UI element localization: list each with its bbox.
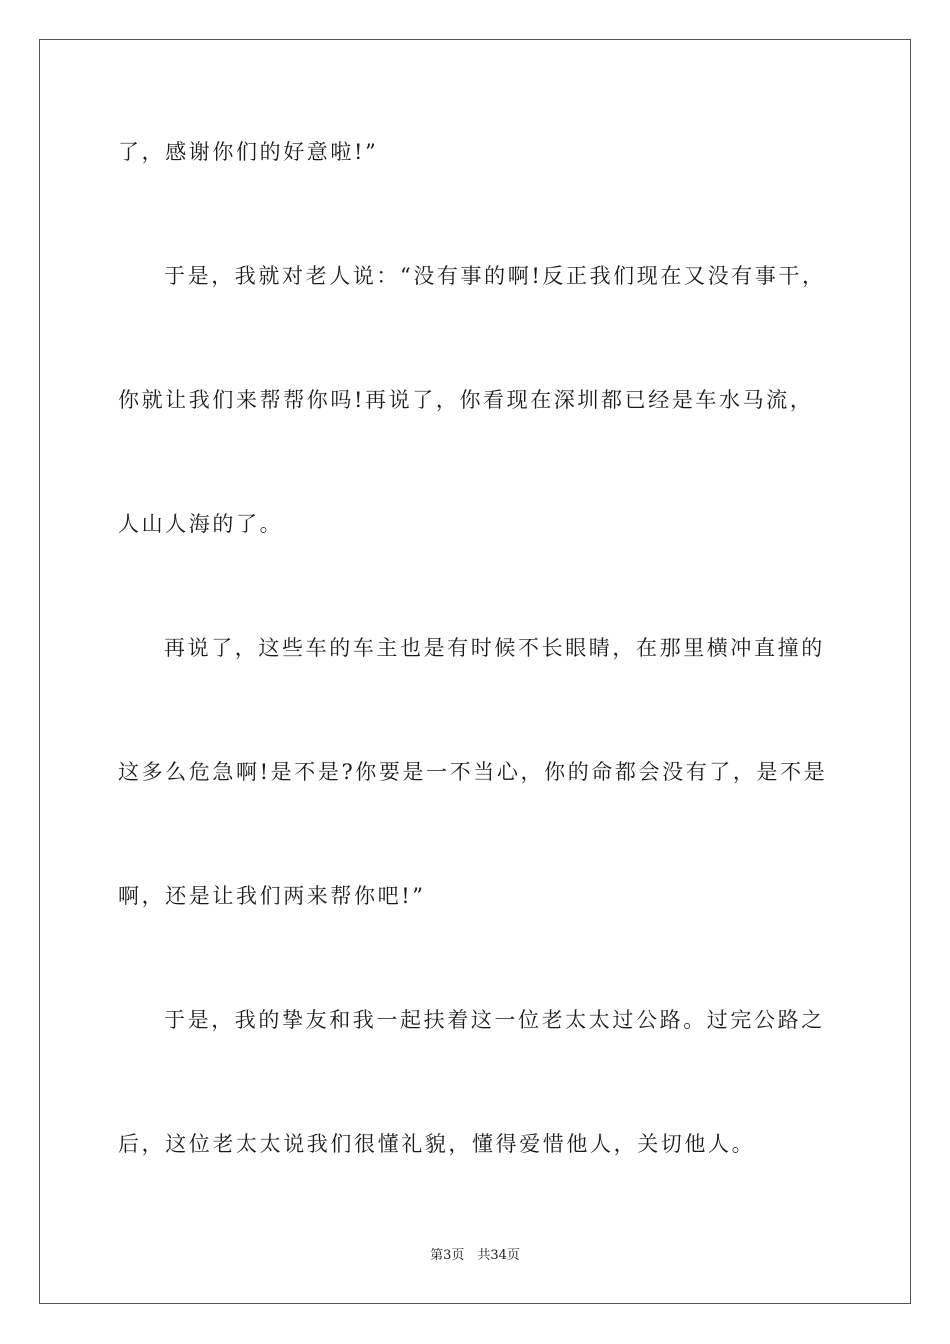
- page-border: [39, 39, 911, 1304]
- text-line: 你就让我们来帮帮你吗!再说了，你看现在深圳都已经是车水马流，: [118, 388, 814, 412]
- paragraph-start-line: 于是，我就对老人说：“没有事的啊!反正我们现在又没有事干，: [164, 264, 826, 288]
- text-line: 人山人海的了。: [118, 512, 284, 536]
- paragraph-start-line: 再说了，这些车的车主也是有时候不长眼睛，在那里横冲直撞的: [164, 636, 825, 660]
- text-line: 了，感谢你们的好意啦!”: [118, 140, 379, 164]
- text-line: 这多么危急啊!是不是?你要是一不当心，你的命都会没有了，是不是: [118, 760, 828, 784]
- text-line: 啊，还是让我们两来帮你吧!”: [118, 884, 426, 908]
- page-number-footer: 第3页 共34页: [430, 1248, 520, 1263]
- text-line: 后，这位老太太说我们很懂礼貌，懂得爱惜他人，关切他人。: [118, 1132, 756, 1156]
- paragraph-start-line: 于是，我的挚友和我一起扶着这一位老太太过公路。过完公路之: [164, 1008, 825, 1032]
